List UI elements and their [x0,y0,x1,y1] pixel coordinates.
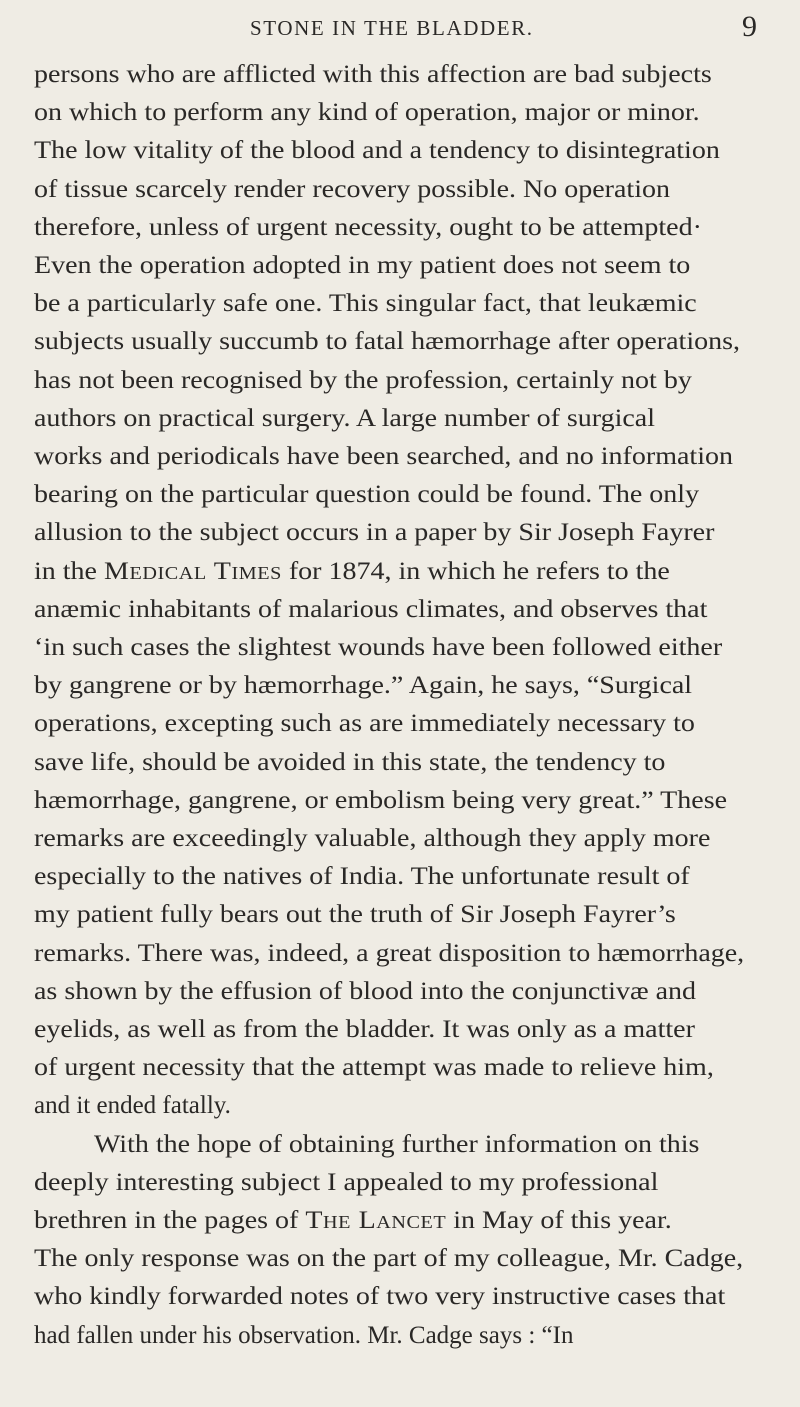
running-title: STONE IN THE BLADDER. [250,16,534,40]
text-span: in the [34,557,104,585]
text-line: of urgent necessity that the attempt was made to relieve him, [34,1054,714,1082]
text-line: my patient fully bears out the truth of Sir Joseph Fayrer’s [34,901,676,929]
text-line: ‘in such cases the slightest wounds have been followed either [34,634,723,661]
text-line: With the hope of obtaining further information on this [94,1130,700,1158]
text-line: by gangrene or by hæmorrhage.” Again, he says, “Surgical [34,672,693,700]
text-line: on which to perform any kind of operation, major or minor. [34,99,700,127]
page-number: 9 [742,10,757,43]
text-line: subjects usually succumb to fatal hæmorrhage after operations, [34,328,741,356]
running-head [0,6,800,46]
text-line [34,553,670,591]
text-line: remarks. There was, indeed, a great disposition to hæmorrhage, [34,939,745,967]
text-line: Even the operation adopted in my patient does not seem to [34,252,691,279]
text-line: had fallen under his observation. Mr. Cadge says : “In [34,1321,574,1349]
text-line: especially to the natives of India. The unfortunate result of [34,863,690,891]
text-line: authors on practical surgery. A large number of surgical [34,404,656,432]
text-line: hæmorrhage, gangrene, or embolism being very great.” These [34,786,728,814]
text-line: as shown by the effusion of blood into the conjunctivæ and [34,977,697,1005]
text-span: for 1874, in which he refers to the [281,557,670,585]
text-line: of tissue scarcely render recovery possible. No operation [34,175,671,203]
publication-title: Medical Times [104,557,282,585]
text-span: in May of this year. [446,1207,672,1234]
text-line: works and periodicals have been searched, and no information [34,443,733,470]
publication-title: The Lancet [305,1207,447,1234]
text-line: persons who are afflicted with this affection are bad subjects [34,61,712,88]
text-span: brethren in the pages of [34,1207,306,1234]
text-line: therefore, unless of urgent necessity, ought to be attempted· [34,213,702,241]
text-line: The low vitality of the blood and a tendency to disintegration [34,137,720,165]
text-line: save life, should be avoided in this state, the tendency to [34,748,666,776]
text-line: eyelids, as well as from the bladder. It was only as a matter [34,1016,695,1043]
text-line: and it ended fatally. [34,1092,231,1120]
text-line: be a particularly safe one. This singular fact, that leukæmic [34,290,697,318]
text-line [34,1202,672,1240]
text-line: operations, excepting such as are immediately necessary to [34,710,695,738]
text-line: The only response was on the part of my colleague, Mr. Cadge, [34,1245,744,1273]
text-line: anæmic inhabitants of malarious climates, and observes that [34,595,708,623]
text-line: bearing on the particular question could be found. The only [34,481,700,509]
text-line: who kindly forwarded notes of two very instructive cases that [34,1283,726,1311]
text-line: has not been recognised by the profession, certainly not by [34,366,692,394]
text-line: remarks are exceedingly valuable, although they apply more [34,825,711,852]
text-line: deeply interesting subject I appealed to my professional [34,1168,659,1196]
text-line: allusion to the subject occurs in a paper by Sir Joseph Fayrer [34,519,715,547]
